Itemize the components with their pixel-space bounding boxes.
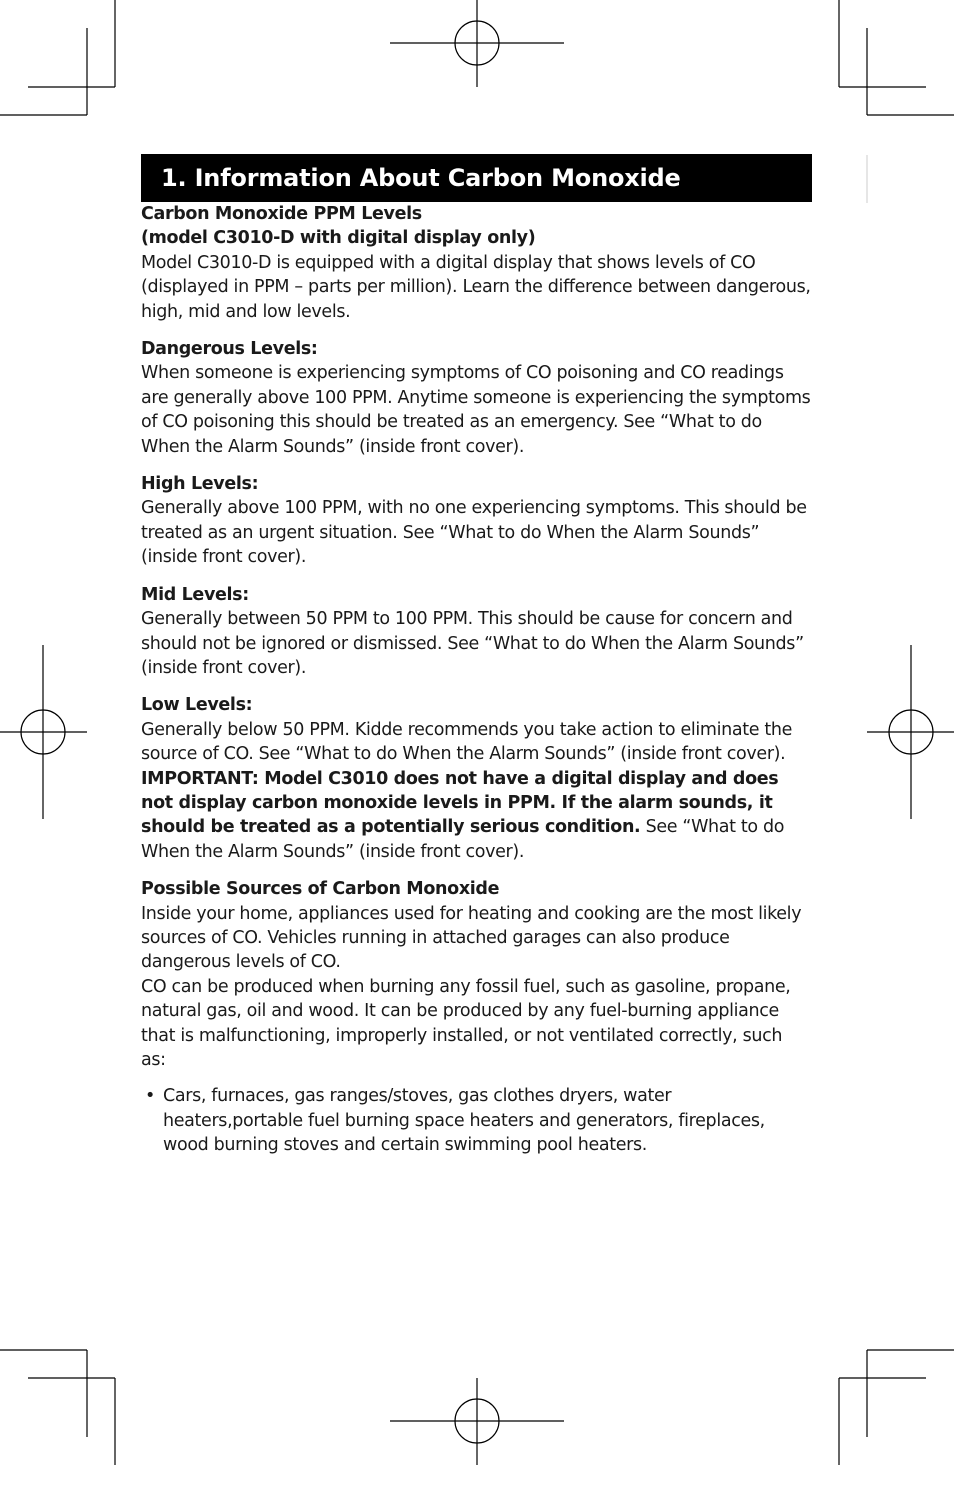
level-label: Dangerous Levels: — [141, 339, 318, 360]
level-low — [141, 693, 812, 766]
sources-para2: CO can be produced when burning any fossil fuel, such as gasoline, propane, natural gas, oil and wood. It can be produced by any fuel-burning appliance that is malfunctioning, improperly installed, or not ventilated correctly, such as: — [141, 976, 791, 1070]
sources-para1: Inside your home, appliances used for heating and cooking are the most likely sources of CO. Vehicles running in attached garages can also produce dangerous levels of CO. — [141, 903, 802, 973]
level-high — [141, 472, 812, 570]
bullet-text: Cars, furnaces, gas ranges/stoves, gas clothes dryers, water heaters,portable fuel burning space heaters and generators, fireplaces, wood burning stoves and certain swimming pool heaters. — [163, 1086, 765, 1156]
bullet-icon: • — [145, 1086, 155, 1107]
ppm-intro: Model C3010-D is equipped with a digital display that shows levels of CO (displayed in PPM – parts per million). Learn the difference between dangerous, high, mid and low levels. — [141, 252, 811, 322]
ppm-heading-line2: (model C3010-D with digital display only) — [141, 228, 536, 249]
level-text: Generally below 50 PPM. Kidde recommends you take action to eliminate the source of CO. See “What to do When the Alarm Sounds” (inside front cover). — [141, 719, 793, 765]
level-label: High Levels: — [141, 474, 259, 495]
manual-page — [141, 154, 812, 1158]
important-bold: IMPORTANT: Model C3010 does not have a digital display and does not display carbon monoxide levels in PPM. If the alarm sounds, it should be treated as a potentially serious condition. — [141, 768, 779, 838]
section-title: 1. Information About Carbon Monoxide — [141, 154, 812, 202]
sources-bullet — [141, 1084, 812, 1157]
important-note — [141, 767, 812, 865]
level-label: Mid Levels: — [141, 584, 249, 605]
important-rest: See “What to do When the Alarm Sounds” (inside front cover). — [141, 817, 785, 862]
level-dangerous — [141, 337, 812, 459]
level-text: Generally above 100 PPM, with no one experiencing symptoms. This should be treated as an urgent situation. See “What to do When the Alarm Sounds” (inside front cover). — [141, 498, 807, 568]
level-text: When someone is experiencing symptoms of CO poisoning and CO readings are generally above 100 PPM. Anytime someone is experiencing the symptoms of CO poisoning this should be treated as an emergency. See “What to do When the Alarm Sounds” (inside front cover). — [141, 363, 811, 457]
level-mid — [141, 583, 812, 681]
ppm-heading-line1: Carbon Monoxide PPM Levels — [141, 204, 422, 224]
page-content — [141, 202, 812, 1158]
level-label: Low Levels: — [141, 695, 253, 716]
sources-heading: Possible Sources of Carbon Monoxide — [141, 879, 500, 900]
level-text: Generally between 50 PPM to 100 PPM. This should be cause for concern and should not be ignored or dismissed. See “What to do When the Alarm Sounds” (inside front cover). — [141, 609, 804, 678]
